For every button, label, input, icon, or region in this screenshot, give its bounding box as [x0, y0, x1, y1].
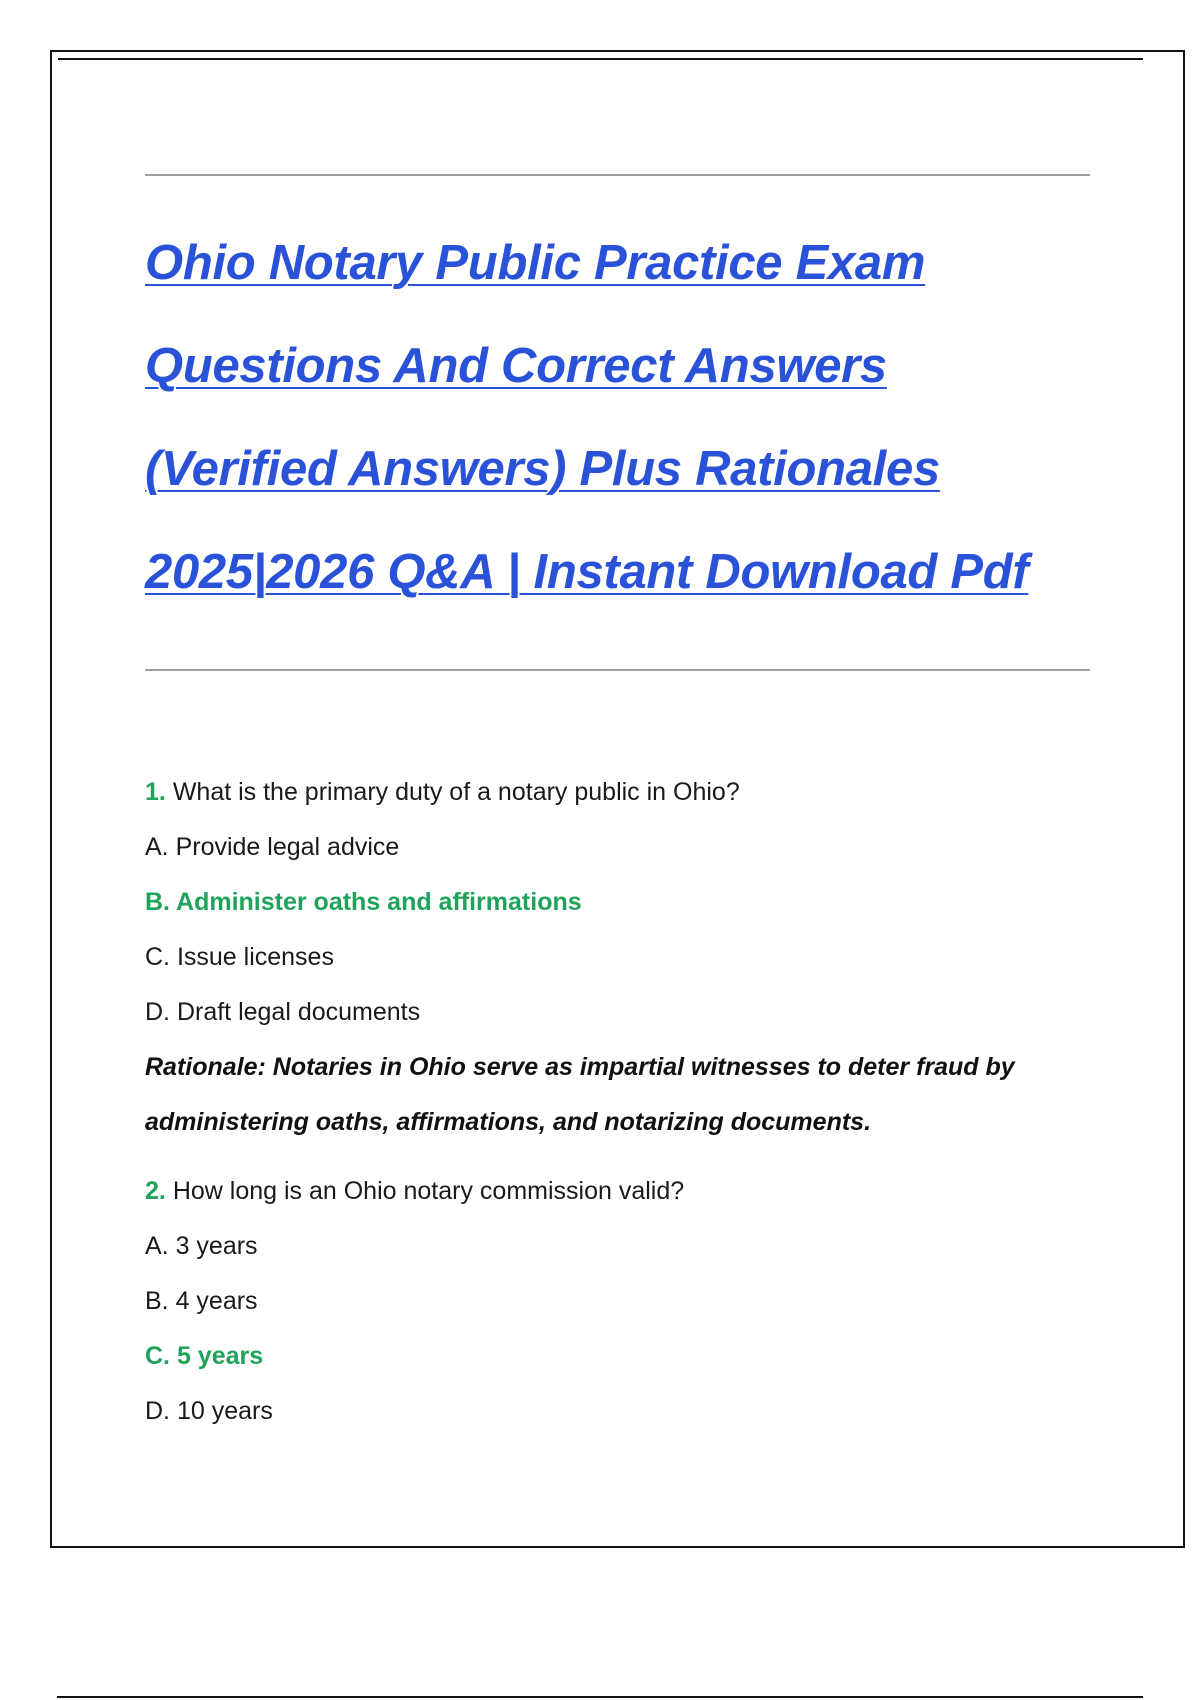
question-2-option-b: B. 4 years — [145, 1287, 258, 1315]
question-1-option-d: D. Draft legal documents — [145, 998, 421, 1026]
title-line-1[interactable]: Ohio Notary Public Practice Exam — [145, 236, 926, 290]
question-1-option-b-correct: B. Administer oaths and affirmations — [145, 888, 582, 916]
question-1-option-c: C. Issue licenses — [145, 943, 334, 971]
question-2-text: How long is an Ohio notary commission valid? — [172, 1177, 685, 1205]
question-1-stem — [145, 765, 1105, 820]
question-1-text: What is the primary duty of a notary public in Ohio? — [172, 778, 740, 806]
title-line-3[interactable]: (Verified Answers) Plus Rationales — [145, 442, 940, 496]
question-1-rationale-line-1: Rationale: Notaries in Ohio serve as impartial witnesses to deter fraud by — [145, 1053, 1015, 1081]
question-2-option-a: A. 3 years — [145, 1232, 258, 1260]
question-2 — [145, 1164, 1105, 1439]
question-2-option-c-correct: C. 5 years — [145, 1342, 264, 1370]
document-title — [145, 212, 1145, 624]
title-top-rule — [145, 174, 1090, 176]
next-page-top-rule — [57, 1696, 1143, 1698]
question-2-number: 2. — [145, 1177, 166, 1205]
question-list — [145, 765, 1105, 1439]
question-1-number: 1. — [145, 778, 166, 806]
title-line-2[interactable]: Questions And Correct Answers — [145, 339, 887, 393]
frame-top-rule — [58, 58, 1143, 60]
question-gap — [145, 1150, 1105, 1164]
question-1 — [145, 765, 1105, 1150]
title-bottom-rule — [145, 669, 1090, 671]
title-line-4[interactable]: 2025|2026 Q&A | Instant Download Pdf — [145, 545, 1029, 599]
question-2-stem — [145, 1164, 1105, 1219]
question-1-rationale-line-2: administering oaths, affirmations, and notarizing documents. — [145, 1108, 872, 1136]
question-2-option-d: D. 10 years — [145, 1397, 273, 1425]
question-1-option-a: A. Provide legal advice — [145, 833, 400, 861]
